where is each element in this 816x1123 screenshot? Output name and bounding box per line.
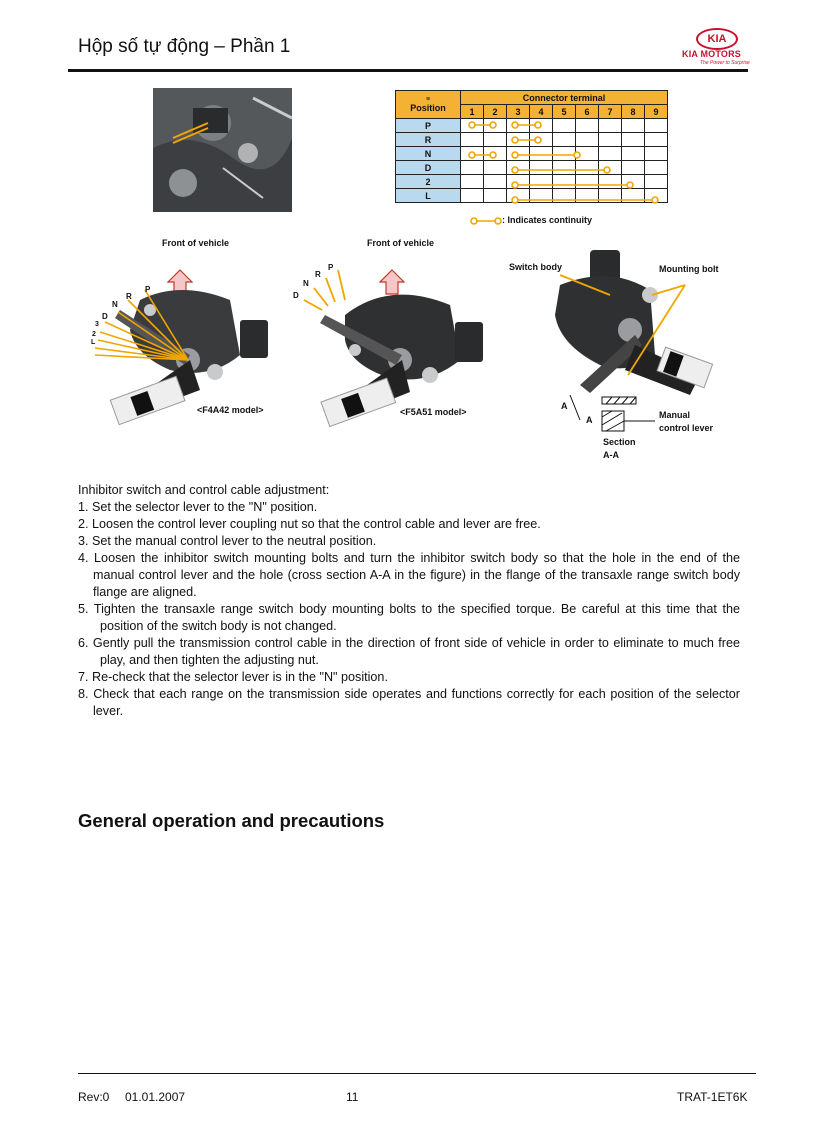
front-label-1: Front of vehicle	[162, 238, 230, 248]
logo-tagline: The Power to Surprise	[700, 60, 750, 66]
mounting-bolt-label: Mounting bolt	[659, 264, 719, 274]
procedure-text	[78, 482, 740, 720]
position-header-label: Position	[410, 103, 446, 113]
kia-logo	[676, 28, 760, 68]
procedure-step: 5. Tighten the transaxle range switch body mounting bolts to the specified torque. Be careful at this time that the position of the switch body is not changed.	[78, 602, 740, 633]
table-row	[396, 189, 668, 203]
table-row	[396, 161, 668, 175]
transaxle-photo	[153, 88, 292, 212]
position-header-mark: ≡	[425, 96, 431, 103]
position-cell: P	[396, 119, 461, 133]
manual-lever-label-2: control lever	[659, 423, 714, 433]
footer-divider	[78, 1073, 756, 1074]
footer-date: 01.01.2007	[125, 1090, 186, 1104]
procedure-step: 7. Re-check that the selector lever is in the "N" position.	[78, 670, 388, 684]
section-a-label: A	[586, 415, 593, 425]
switch-body-label: Switch body	[509, 262, 563, 272]
position-label: 2	[92, 331, 96, 338]
terminal-col: 7	[599, 105, 622, 119]
table-row	[396, 133, 668, 147]
manual-lever-label-1: Manual	[659, 410, 691, 420]
terminal-col: 6	[576, 105, 599, 119]
terminal-col: 1	[461, 105, 484, 119]
terminal-col: 2	[484, 105, 507, 119]
position-cell: N	[396, 147, 461, 161]
connector-terminal-table	[395, 90, 668, 203]
table-row	[396, 175, 668, 189]
terminal-col: 5	[553, 105, 576, 119]
switch-body-diagram	[540, 245, 750, 445]
position-label: P	[145, 285, 151, 294]
terminal-col: 3	[507, 105, 530, 119]
procedure-step: 1. Set the selector lever to the "N" position.	[78, 500, 318, 514]
section-heading: General operation and precautions	[78, 810, 385, 831]
logo-badge: KIA	[696, 28, 738, 50]
front-label-2: Front of vehicle	[367, 238, 435, 248]
position-label: L	[91, 339, 96, 346]
position-label: D	[102, 312, 108, 321]
terminal-col: 9	[645, 105, 668, 119]
model-label-f5a51: <F5A51 model>	[400, 407, 467, 417]
model-label-f4a42: <F4A42 model>	[197, 405, 264, 415]
position-label: D	[293, 291, 299, 300]
position-label: P	[328, 263, 334, 272]
continuity-legend	[470, 215, 592, 226]
legend-text: : Indicates continuity	[502, 215, 593, 225]
procedure-step: 8. Check that each range on the transmission side operates and functions correctly for each position of the selector lever.	[78, 687, 740, 718]
position-header	[396, 91, 461, 119]
position-label: N	[112, 300, 118, 309]
section-label-2: A-A	[603, 450, 619, 460]
terminal-col: 4	[530, 105, 553, 119]
table-row	[396, 147, 668, 161]
footer-page-number: 11	[346, 1090, 359, 1104]
position-label: N	[303, 279, 309, 288]
procedure-intro: Inhibitor switch and control cable adjustment:	[78, 483, 330, 497]
procedure-step: 6. Gently pull the transmission control cable in the direction of front side of vehicle in order to eliminate to much free play, and then tighten the adjusting nut.	[78, 636, 740, 667]
position-cell: R	[396, 133, 461, 147]
section-a-label: A	[561, 401, 568, 411]
continuity-symbol-icon	[470, 216, 502, 226]
footer-doc-code: TRAT-1ET6K	[677, 1090, 748, 1104]
position-label: 3	[95, 321, 99, 328]
table-row	[396, 119, 668, 133]
procedure-step: 4. Loosen the inhibitor switch mounting bolts and turn the inhibitor switch body so that the hole in the end of the manual control lever and the hole (cross section A-A in the figure) in the flange of the transaxle range switch body flange are aligned.	[78, 551, 740, 599]
position-label: R	[315, 270, 321, 279]
procedure-step: 2. Loosen the control lever coupling nut so that the control cable and lever are free.	[78, 517, 541, 531]
position-cell: D	[396, 161, 461, 175]
position-cell: 2	[396, 175, 461, 189]
terminal-col: 8	[622, 105, 645, 119]
header-divider	[68, 69, 748, 72]
logo-brand: KIA MOTORS	[682, 49, 742, 59]
procedure-step: 3. Set the manual control lever to the neutral position.	[78, 534, 377, 548]
connector-terminal-header: Connector terminal	[461, 91, 668, 105]
section-label-1: Section	[603, 437, 636, 447]
footer-revision: Rev:0	[78, 1090, 110, 1104]
page-header-title: Hộp số tự động – Phần 1	[78, 36, 291, 57]
position-cell: L	[396, 189, 461, 203]
position-label: R	[126, 292, 132, 301]
